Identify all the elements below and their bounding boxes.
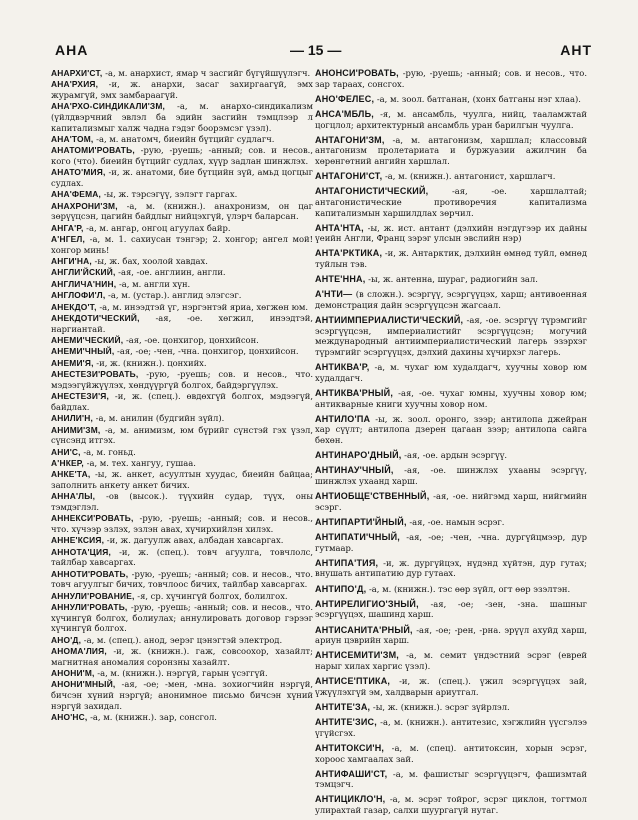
entry-headword: АНАХРОНИ'ЗМ, xyxy=(51,200,118,211)
dictionary-entry xyxy=(51,469,313,490)
entry-definition: -а, м. 1. сахиусан тэнгэр; 2. хонгор; ангел мой! хонгор минь! xyxy=(51,234,313,255)
entry-definition: -ов (высок.). түүхийн судар, түүх, оны тэмдэглэл. xyxy=(51,491,313,512)
entry-definition: -а, м. (книжн.). анахронизм, он цаг зөрүүцсэн, цагийн байдлыг нийцэхгүй, үлэрч баларсан. xyxy=(51,200,313,222)
entry-headword: АНТИПАРТИ'ЙНЫЙ, xyxy=(315,516,407,527)
entry-definition: -а, м. (книжн.). антагонист, харшлагч. xyxy=(382,171,556,182)
dictionary-entry xyxy=(315,248,587,269)
dictionary-entry xyxy=(51,145,313,166)
dictionary-entry xyxy=(51,134,313,145)
entry-headword: АНТИНАУ'ЧНЫЙ, xyxy=(315,465,394,476)
entry-definition: -а, м. (спец). антитоксин, хорын эсрэг, хороос хамгаалах зай. xyxy=(315,742,587,764)
entry-headword: АННОТИ'РОВАТЬ, xyxy=(51,568,129,579)
entry-definition: -рую, -руешь; -анный; сов. и несов., что. хүчээр эзлэх, эзлэн авах, хүчирхийлэн хилэх. xyxy=(51,513,313,534)
entry-headword: АНОНИ'М, xyxy=(51,667,95,678)
entry-headword: АНТА'НТА, xyxy=(315,222,364,233)
entry-definition: -а, м. (книжн.). антитезис, хэгжлийн үүсгэлээ үгүйсгэх. xyxy=(315,717,587,738)
dictionary-entry xyxy=(51,256,313,267)
dictionary-entry xyxy=(315,625,587,646)
entry-headword: АНГА'Р, xyxy=(51,222,84,233)
dictionary-entry xyxy=(315,584,587,595)
entry-headword: АНТИТОКСИ'Н, xyxy=(315,742,385,753)
entry-headword: АНТИСЕМИТИ'ЗМ, xyxy=(315,650,399,661)
dictionary-entry xyxy=(315,223,587,244)
dictionary-entry xyxy=(51,591,313,602)
entry-headword: АНЕКДОТИ'ЧЕСКИЙ, xyxy=(51,313,140,324)
entry-definition: -рую, -руешь; -анный; сов. и несов., что. товч агуулгыг бичих, товчлоос бичих, тайлбар хавсаргах. xyxy=(51,568,313,590)
entry-headword: АНТИЛО'ПА xyxy=(315,413,371,424)
dictionary-entry xyxy=(315,532,587,553)
entry-headword: АННЕ'КСИЯ, xyxy=(51,535,105,546)
entry-definition: -ая, -ое. нийгэмд харш, нийгмийн эсэрг. xyxy=(315,491,587,512)
entry-headword: АНГЛИЧА'НИН, xyxy=(51,278,117,289)
entry-definition: -и, ж. анархи, засаг захиргаагүй, эмх журамгүй, эмх замбараагүй. xyxy=(51,79,313,100)
dictionary-entry xyxy=(315,414,587,446)
entry-headword: АНТАГОНИСТИ'ЧЕСКИЙ, xyxy=(315,186,429,197)
running-head-left: АНА xyxy=(55,42,89,58)
dictionary-entry xyxy=(51,68,313,79)
dictionary-entry xyxy=(315,450,587,461)
dictionary-entry xyxy=(51,167,313,188)
entry-definition: -а, м. фашистыг эсэргүүцэгч, фашизмтай тэмцэгч. xyxy=(315,768,587,790)
entry-headword: АНЕСТЕЗИ'Я, xyxy=(51,391,110,402)
entry-definition: -ая, -ое. хөгжил, инээдтэй, наргиантай. xyxy=(51,313,313,334)
entry-definition: -а, м. инээдтэй үг, нэргэнтэй яриа, хөгжөн юм. xyxy=(96,301,309,312)
entry-definition: -ы, ж. зоол. оронго, зээр; антилопа джейран хар сүүлт; антилопа дзерен цагаан зээр; антилопа сайга бөхөн. xyxy=(315,413,587,445)
dictionary-entry xyxy=(315,676,587,697)
dictionary-entry xyxy=(51,369,313,390)
dictionary-entry xyxy=(51,234,313,255)
entry-definition: -ая, -ое; -чен, -чна. дургүйцмээр, дур гутмаар. xyxy=(315,532,587,553)
dictionary-entry xyxy=(51,668,313,679)
entry-headword: АНАРХИ'СТ, xyxy=(51,68,103,78)
entry-definition: -а, м. зоол. батганан, (хонх батганы нэг хлаа). xyxy=(374,93,581,104)
entry-headword: АНА'РХИЯ, xyxy=(51,79,99,90)
dictionary-entry xyxy=(315,289,587,310)
entry-headword: АНТИСЕ'ПТИКА, xyxy=(315,676,391,687)
entry-headword: АНТИКВА'Р, xyxy=(315,362,370,373)
entry-headword: АНЕМИ'Я, xyxy=(51,357,94,368)
entry-definition: -и, ж. (спец.). өвдөхгүй болгох, мэдээгүй, байдлах. xyxy=(51,391,313,412)
entry-headword: АНТИКВА'РНЫЙ, xyxy=(315,387,394,398)
dictionary-entry xyxy=(315,274,587,285)
dictionary-entry xyxy=(51,646,313,667)
dictionary-entry xyxy=(51,302,313,313)
dictionary-entry xyxy=(51,547,313,568)
entry-definition: -ы, ж. антенна, шураг, радиогийн зал. xyxy=(365,274,538,285)
dictionary-entry xyxy=(51,267,313,278)
entry-definition: -а, м. анимизм, юм бүрийг сүнстэй гэх үзэл, сүнсэнд итгэх. xyxy=(51,424,313,446)
dictionary-entry xyxy=(315,388,587,409)
entry-definition: -и, ж. (спец.). товч агуулга, товчлолс, тайлбар хавсаргах. xyxy=(51,546,313,568)
dictionary-entry xyxy=(51,290,313,301)
entry-headword: АНЕМИ'ЧНЫЙ, xyxy=(51,346,115,357)
dictionary-entry xyxy=(51,346,313,357)
entry-definition: -ая, -ое. чухаг юмны, хуучны ховор юм; антикварные книги хуучны ховор ном. xyxy=(315,387,587,409)
entry-headword: АНО'НС, xyxy=(51,711,88,722)
entry-headword: АНТИЦИКЛО'Н, xyxy=(315,794,386,805)
entry-definition: (в сложн.). эсэргүү, эсэргүүцэх, харш; антивоенная демонстрация дайн эсэргүүцсэн жагсаал. xyxy=(315,289,587,311)
entry-headword: АНТИОБЩЕ'СТВЕННЫЙ, xyxy=(315,491,430,502)
entry-headword: АННУЛИ'РОВАТЬ, xyxy=(51,602,128,612)
dictionary-entry xyxy=(51,413,313,424)
dictionary-entry xyxy=(315,171,587,182)
entry-definition: -ы, ж. (книжн.). эсрэг зүйрлэл. xyxy=(370,701,510,712)
entry-headword: АНТИФАШИ'СТ, xyxy=(315,768,388,779)
entry-headword: АНА'ТОМ, xyxy=(51,133,94,144)
entry-definition: -а, м. (спец.). анод, эерэг цэнэгтэй электрод. xyxy=(81,634,283,645)
entry-definition: -ая, -ое. эсэргүү түрэмгийг эсэргүүцсэн, империалистийг эсэргүүцсэн; могучий международный антиимпериалистический лагерь эзэрхэг түрэмгийг эсэргүүцэх, дэлхий дахины хүчирхэг лагерь. xyxy=(315,315,587,357)
dictionary-entry xyxy=(51,569,313,590)
dictionary-entry xyxy=(51,335,313,346)
entry-definition: -ая, -ое. англиин, англи. xyxy=(115,267,226,278)
entry-headword: АНТЕ'ННА, xyxy=(315,274,366,285)
entry-headword: АННОТА'ЦИЯ, xyxy=(51,546,111,557)
entry-headword: АННЕКСИ'РОВАТЬ, xyxy=(51,513,134,524)
dictionary-entry xyxy=(51,679,313,711)
entry-headword: АНТИСАНИТА'РНЫЙ, xyxy=(315,624,413,635)
entry-headword: АНИЛИ'Н, xyxy=(51,413,93,424)
dictionary-entry xyxy=(315,315,587,357)
entry-headword: АНТА'РКТИКА, xyxy=(315,248,383,259)
entry-definition: -а, м. тех. хангуу, гушаа. xyxy=(83,457,196,468)
dictionary-entry xyxy=(51,189,313,200)
entry-definition: -и, ж. (спец.). үжил эсэргүүцэх зай, үжүүлэхгүй эм, халдварын ариутгал. xyxy=(315,676,587,697)
entry-headword: АНТАГОНИ'СТ, xyxy=(315,171,383,182)
entry-headword: АНА'ФЕМА, xyxy=(51,189,102,200)
page-number: — 15 — xyxy=(290,42,342,58)
entry-definition: -я, м. ансамбль, чуулга, нийц, тааламжтай цогцлол; архитектурный ансамбль уран барилгын чуулга. xyxy=(315,108,587,130)
dictionary-entry xyxy=(51,635,313,646)
entry-definition: -и, ж. (книжн.). гаж, совсоохор, хазайлт; магнитная аномалия соронзны хазайлт. xyxy=(51,645,313,667)
entry-definition: -и, ж. дургүйцэх, нүдэнд хүйтэн, дур гутах; внушать антипатию дур гутаах. xyxy=(315,557,587,579)
dictionary-entry xyxy=(51,313,313,334)
entry-definition: -ы, ж. тэрсэгүү, зэлэгт гаргах. xyxy=(101,189,238,200)
entry-definition: -ая, -ое; -мен, -мна. зохиогчийн нэргүй, бичсэн хүний нэргүй; анонимное письмо бичсэн хүний нэргүй захидал. xyxy=(51,679,313,711)
entry-definition: -ая, -ое; -рен, -рна. эрүүл ахуйд харш, ариун цэврийн харш. xyxy=(315,624,587,646)
entry-definition: -ая, -ое; -зен, -зна. шашныг эсэргүүцэх, шашинд харш. xyxy=(315,598,587,620)
dictionary-entry xyxy=(51,447,313,458)
dictionary-entry xyxy=(315,794,587,815)
entry-definition: -рую, -руешь; сов. и несов., что. мэдээгүйжүүлэх, хөндүүргүй болгох, байдэргүүлэх. xyxy=(51,369,313,390)
entry-headword: АНОНСИ'РОВАТЬ, xyxy=(315,68,399,78)
entry-headword: АНАТО'МИЯ, xyxy=(51,167,106,178)
entry-headword: АНЕМИ'ЧЕСКИЙ, xyxy=(51,335,124,345)
entry-headword: АНА'РХО-СИНДИКАЛИ'ЗМ, xyxy=(51,101,166,112)
dictionary-entry xyxy=(315,135,587,167)
entry-headword: АННУЛИ'РОВАНИЕ, xyxy=(51,590,135,601)
dictionary-entry xyxy=(51,513,313,534)
dictionary-entry xyxy=(51,79,313,100)
entry-definition: -а, м. анилин (будгийн зүйл). xyxy=(92,413,225,424)
dictionary-entry xyxy=(51,101,313,133)
dictionary-entry xyxy=(315,717,587,738)
entry-definition: -а, м. (книжн.). нэргүй, гарын үсэггүй. xyxy=(94,667,268,678)
entry-headword: АНОНИ'МНЫЙ, xyxy=(51,679,116,690)
entry-headword: АНЕКДО'Т, xyxy=(51,301,97,312)
entry-definition: -я, ср. хүчингүй болгох, болилгох. xyxy=(134,590,288,601)
entry-definition: -а, м. анатомч, биеийн бүтцийг судлагч. xyxy=(93,133,275,144)
entry-definition: -а, м. анархист, ямар ч засгийг бүгүйшүүлэгч. xyxy=(102,68,311,78)
entry-definition: -а, м. (книжн.). зар, сонсгол. xyxy=(87,711,217,722)
entry-headword: АНТИРЕЛИГИО'ЗНЫЙ, xyxy=(315,598,419,609)
entry-headword: АНТИПА'ТИЯ, xyxy=(315,557,379,568)
dictionary-entry xyxy=(315,517,587,528)
entry-headword: АНИМИ'ЗМ, xyxy=(51,424,101,435)
entry-headword: АНО'Д, xyxy=(51,634,82,645)
entry-headword: АНТИИМПЕРИАЛИСТИ'ЧЕСКИЙ, xyxy=(315,315,464,326)
dictionary-entry xyxy=(315,743,587,764)
entry-definition: -рую, -руешь; -анный; сов. и несов., что. зар тараах, сонсгох. xyxy=(315,68,587,89)
left-column xyxy=(51,68,313,723)
dictionary-entry xyxy=(315,491,587,512)
entry-definition: -а, м. семит үндэстний эсрэг (еврей нарыг хилах харгис үзэл). xyxy=(315,650,587,671)
entry-headword: АНТИНАРО'ДНЫЙ, xyxy=(315,450,402,461)
entry-definition: -и, ж. Антарктик, дэлхийн өмнөд туйл, өмнөд туйлын тэв. xyxy=(315,248,587,270)
running-head-right: АНТ xyxy=(560,42,592,58)
dictionary-entry xyxy=(51,535,313,546)
entry-definition: -ы, ж. ист. антант (дэлхийн нэгдүгээр их дайны үеийн Англи, Франц зэрэг улсын эвслийн нэр) xyxy=(315,222,587,244)
entry-definition: -и, ж. дагуулж авах, албадан хавсаргах. xyxy=(104,535,284,546)
dictionary-entry xyxy=(51,279,313,290)
entry-headword: АННА'ЛЫ, xyxy=(51,491,96,502)
dictionary-entry xyxy=(51,712,313,723)
entry-headword: А'НГЕЛ, xyxy=(51,234,86,245)
entry-definition: -а, м. англи хүн. xyxy=(116,278,191,289)
dictionary-entry xyxy=(315,362,587,383)
dictionary-entry xyxy=(315,702,587,713)
entry-headword: АНКЕ'ТА, xyxy=(51,469,91,480)
dictionary-entry xyxy=(51,358,313,369)
dictionary-entry xyxy=(315,558,587,579)
entry-headword: АНО'ФЕЛЕС, xyxy=(315,93,375,104)
entry-headword: АНГЛИ'ЙСКИЙ, xyxy=(51,267,116,278)
entry-definition: -ы, ж. анкет, асуултын хуудас, биеийн байцаа; заполнить анкету анкет бичих. xyxy=(51,469,313,490)
entry-headword: АНТИПАТИ'ЧНЫЙ, xyxy=(315,532,400,543)
entry-headword: А'НТИ— xyxy=(315,289,353,300)
entry-headword: АНТАГОНИ'ЗМ, xyxy=(315,134,385,145)
entry-definition: -а, м. гоньд. xyxy=(80,446,136,457)
entry-definition: -и, ж. (книжн.). цонхийх. xyxy=(93,357,207,368)
entry-definition: -а, м. анархо-синдикализм (үйлдвэрчний эвлэл ба эдийн засгийн тэмцлээр л капитализмыг халж чадна гэдэг боорэмсэг үзэл). xyxy=(51,101,313,133)
entry-definition: -ая, -ое; -чен, -чна. цонхигор, цонхийсон. xyxy=(114,346,299,357)
entry-headword: АНТИТЕ'ЗИС, xyxy=(315,717,377,728)
right-column xyxy=(315,68,587,820)
entry-definition: -а, м. эсрэг тойрог, эсрэг циклон, тогтмол улирахтай газар, салхи шуургагүй нутаг. xyxy=(315,794,587,816)
entry-definition: -а, м. чухаг юм худалдагч, хуучны ховор юм худалдагч. xyxy=(315,362,587,383)
entry-headword: АНИ'С, xyxy=(51,446,81,457)
entry-headword: АНТИТЕ'ЗА, xyxy=(315,701,371,712)
entry-definition: -а, м. ангар, онгоц агуулах байр. xyxy=(83,222,231,233)
dictionary-entry xyxy=(315,465,587,486)
entry-definition: -ая, -ое. намын эсрэг. xyxy=(406,516,505,527)
dictionary-entry xyxy=(315,186,587,218)
entry-headword: АНТИПО'Д, xyxy=(315,583,367,594)
dictionary-entry xyxy=(51,602,313,634)
entry-definition: -ая, -ое. харшлалтай; антагонистические противоречия капитализма капитализмын харшилдлах зөрчил. xyxy=(315,186,587,218)
dictionary-entry xyxy=(51,491,313,512)
entry-definition: -и, ж. анатоми, бие бүтцийн зүй, амьд цогцыг судлах. xyxy=(51,167,313,188)
dictionary-entry xyxy=(315,109,587,130)
entry-headword: А'НКЕР, xyxy=(51,457,84,468)
entry-definition: -ая, -ое. цонхигор, цонхийсон. xyxy=(123,335,259,345)
entry-definition: -рую, -руешь; -анный; сов. и несов., что. хүчингүй болгох, болиулах; аннулировать договор гэрээг хүчингүй болгох. xyxy=(51,602,313,634)
dictionary-entry xyxy=(315,769,587,790)
dictionary-entry xyxy=(315,68,587,89)
entry-headword: АНСА'МБЛЬ, xyxy=(315,108,374,119)
dictionary-entry xyxy=(51,201,313,222)
entry-headword: АНГЛОФИ'Л, xyxy=(51,290,106,301)
entry-definition: -а, м. антагонизм, харшлал; классовый антагонизм пролетариата и буржуазии ажилчин ба хөрөнгөтний ангийн харшлал. xyxy=(315,134,587,166)
entry-definition: -ы, ж. бах, хоолой хавдах. xyxy=(91,256,208,267)
entry-definition: -рую, -руешь; -анный; сов. и несов., кого (что). биеийн бүтцийг судлах, хүүр задлан шинжлэх. xyxy=(51,145,313,166)
entry-headword: АНГИ'НА, xyxy=(51,256,92,267)
dictionary-entry xyxy=(51,391,313,412)
entry-headword: АНЕСТЕЗИ'РОВАТЬ, xyxy=(51,369,139,380)
entry-headword: АНОМА'ЛИЯ, xyxy=(51,645,107,656)
entry-headword: АНАТОМИ'РОВАТЬ, xyxy=(51,145,135,156)
dictionary-entry xyxy=(51,458,313,469)
dictionary-entry xyxy=(51,223,313,234)
entry-definition: -а, м. (книжн.). тэс өөр зүйл, огт өөр эзэлтэн. xyxy=(366,583,571,594)
dictionary-entry xyxy=(315,650,587,671)
entry-definition: -а, м. (устар.). англид элэгсэг. xyxy=(105,290,242,301)
entry-definition: -ая, -ое. ардын эсэргүү. xyxy=(401,450,508,461)
dictionary-entry xyxy=(315,94,587,105)
dictionary-entry xyxy=(51,425,313,446)
entry-definition: -ая, -ое. шинжлэх ухааны эсэргүү, шинжлэх ухаанд харш. xyxy=(315,465,587,486)
dictionary-entry xyxy=(315,599,587,620)
